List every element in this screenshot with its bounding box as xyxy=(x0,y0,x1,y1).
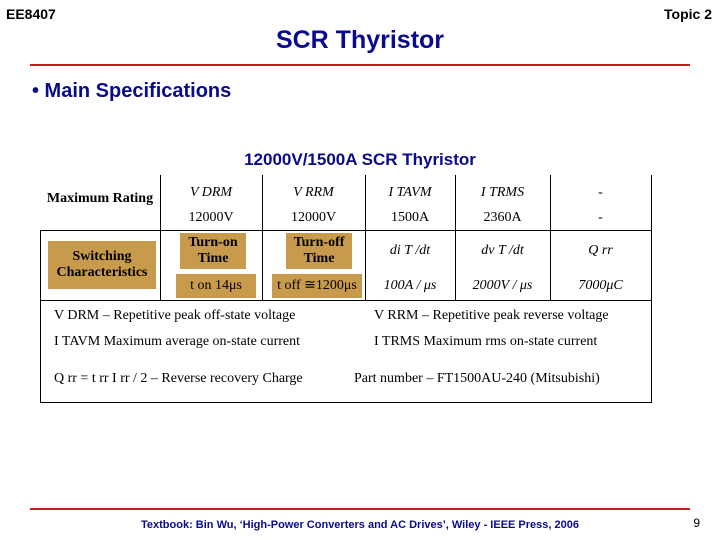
grid-divider xyxy=(40,300,652,301)
bottom-divider xyxy=(30,508,690,510)
qrr-header: Q rr xyxy=(588,243,613,258)
itavm-definition: I TAVM Maximum average on-state current xyxy=(54,334,301,349)
itrms-definition: I TRMS Maximum rms on-state current xyxy=(374,334,598,349)
rating-header-vdrm: V DRM xyxy=(189,185,233,200)
dvt-dt-value: 2000V / μs xyxy=(472,278,533,293)
page-number: 9 xyxy=(693,516,700,530)
grid-divider xyxy=(651,175,652,403)
rating-header-itrms: I TRMS xyxy=(480,185,525,200)
slide-title: SCR Thyristor xyxy=(275,26,445,54)
vrrm-definition: V RRM – Repetitive peak reverse voltage xyxy=(374,308,609,323)
switching-characteristics-label: Switching Characteristics xyxy=(48,241,156,289)
grid-divider xyxy=(40,230,652,231)
turn-on-time-value: t on 14μs xyxy=(176,274,256,298)
turn-off-time-header: Turn-off Time xyxy=(286,233,352,269)
turn-off-time-value: t off ≅1200μs xyxy=(272,274,362,298)
top-divider xyxy=(30,64,690,66)
rating-header-blank: - xyxy=(598,185,603,200)
part-number: Part number – FT1500AU-240 (Mitsubishi) xyxy=(354,371,600,386)
qrr-value: 7000μC xyxy=(578,278,623,293)
rating-value-itrms: 2360A xyxy=(483,210,522,225)
textbook-citation: Textbook: Bin Wu, ‘High-Power Converters and AC Drives’, Wiley - IEEE Press, 2006 xyxy=(141,519,579,531)
vdrm-definition: V DRM – Repetitive peak off-state voltage xyxy=(54,308,296,323)
rating-value-blank: - xyxy=(598,210,603,225)
topic-label: Topic 2 xyxy=(664,6,712,22)
turn-on-time-header: Turn-on Time xyxy=(180,233,246,269)
grid-divider xyxy=(40,402,652,403)
rating-value-vrrm: 12000V xyxy=(290,210,337,225)
grid-divider xyxy=(40,230,41,403)
course-code: EE8407 xyxy=(6,6,56,22)
rating-value-itavm: 1500A xyxy=(390,210,430,225)
rating-value-vdrm: 12000V xyxy=(188,210,234,225)
device-subtitle: 12000V/1500A SCR Thyristor xyxy=(244,150,476,169)
rating-header-itavm: I TAVM xyxy=(388,185,432,200)
rating-header-vrrm: V RRM xyxy=(293,185,334,200)
dvt-dt-header: dv T /dt xyxy=(481,243,524,258)
maximum-rating-label: Maximum Rating xyxy=(46,191,154,206)
specifications-figure xyxy=(40,175,652,403)
dit-dt-value: 100A / μs xyxy=(383,278,437,293)
qrr-definition: Q rr = t rr I rr / 2 – Reverse recovery Charge xyxy=(54,371,303,386)
dit-dt-header: di T /dt xyxy=(389,243,431,258)
bullet-main-specifications: • Main Specifications xyxy=(32,80,232,102)
